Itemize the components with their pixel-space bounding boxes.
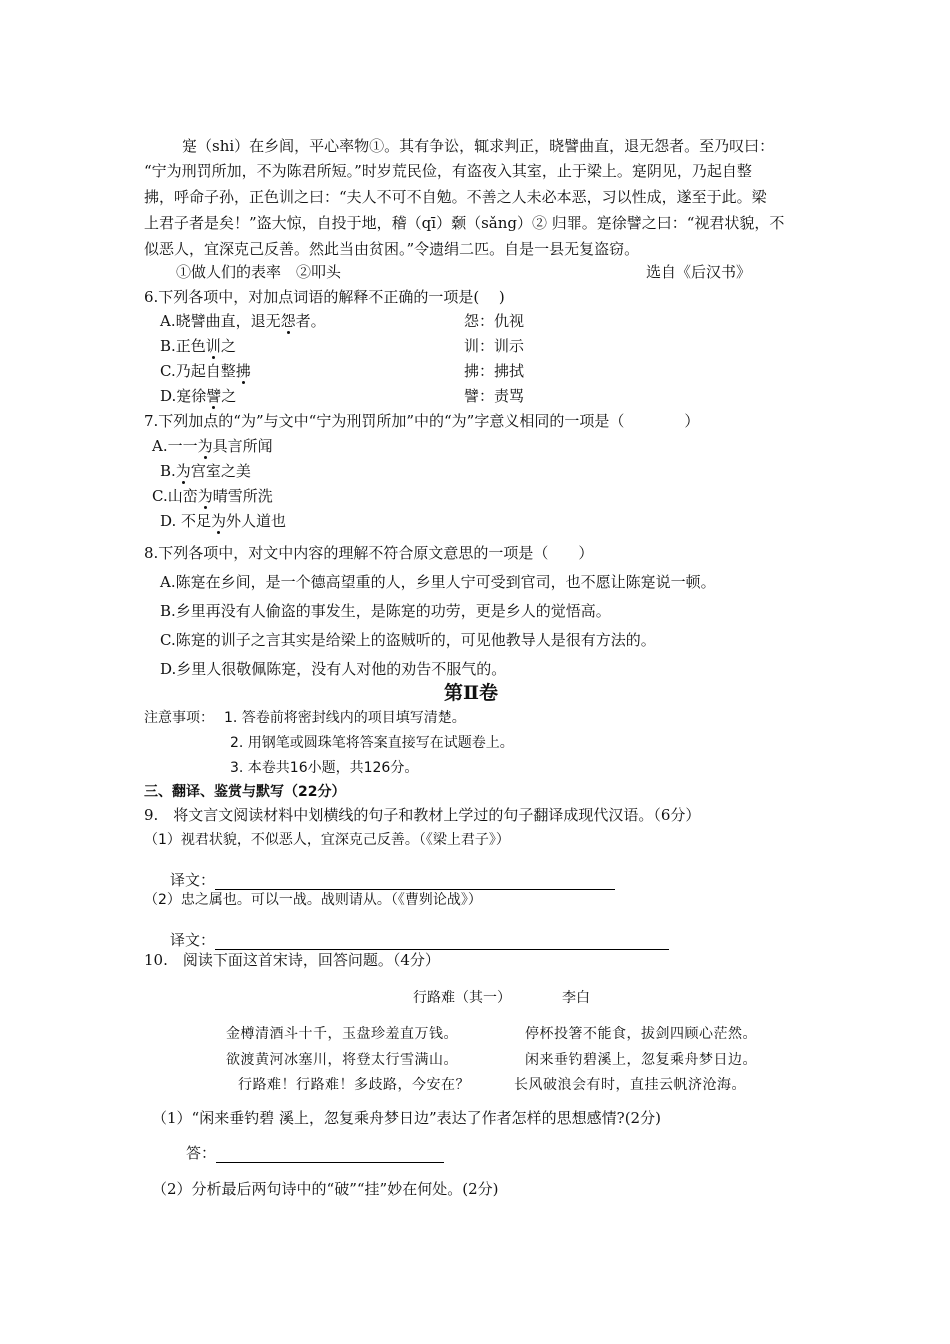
q10-answer: 答： (186, 1143, 444, 1163)
q9-answer-1: 译文： (170, 870, 615, 890)
q6-option-c: C.乃起自整拂 (160, 362, 251, 380)
poem-line-3-right: 长风破浪会有时，直挂云帆济沧海。 (514, 1077, 746, 1093)
poem-line-2-left: 欲渡黄河冰塞川，将登太行雪满山。 (226, 1052, 458, 1068)
passage-line-3: 拂，呼命子孙，正色训之曰：“夫人不可不自勉。不善之人未必本恶，习以性成，遂至于此。梁 (144, 188, 767, 206)
emphasis-dot: 为 (175, 462, 191, 480)
q6-answer-c: 拂：拂拭 (464, 362, 525, 380)
answer-blank-line[interactable] (215, 874, 615, 890)
q9-sentence-1: （1）视君状貌，不似恶人，宜深克己反善。（《梁上君子》） (144, 832, 510, 848)
emphasis-dot: 拂 (235, 362, 251, 380)
passage-line-2: “宁为刑罚所加，不为陈君所短。”时岁荒民俭，有盗夜入其室，止于梁上。寔阴见，乃起自整 (144, 162, 752, 180)
q7-option-a: A.一一为具言所闻 (152, 437, 273, 455)
q7-stem: 7.下列加点的“为”与文中“宁为刑罚所加”中的“为”字意义相同的一项是（ ） (144, 412, 700, 430)
q6-option-d: D.寔徐譬之 (160, 387, 237, 405)
emphasis-dot: 为 (197, 437, 213, 455)
q8-option-d: D.乡里人很敬佩陈寔，没有人对他的劝告不服气的。 (160, 660, 507, 678)
passage-source: 选自《后汉书》 (646, 263, 752, 281)
q6-option-a: A.晓譬曲直，退无怨者。 (160, 312, 326, 330)
emphasis-dot: 为 (197, 487, 213, 505)
q6-stem: 6.下列各项中，对加点词语的解释不正确的一项是( ) (144, 288, 505, 306)
q9-stem: 9. 将文言文阅读材料中划横线的句子和教材上学过的句子翻译成现代汉语。（6分） (144, 806, 701, 824)
q9-sentence-2: （2）忠之属也。可以一战。战则请从。（《曹刿论战》） (144, 892, 482, 908)
q9-answer-2: 译文： (170, 930, 669, 950)
q6-answer-b: 训：训示 (464, 337, 525, 355)
q6-answer-d: 譬：责骂 (464, 387, 525, 405)
notice-label: 注意事项： (144, 710, 214, 726)
q6-option-b: B.正色训之 (160, 337, 236, 355)
answer-blank-line[interactable] (215, 934, 669, 950)
q8-option-b: B.乡里再没有人偷盗的事发生，是陈寔的功劳，更是乡人的觉悟高。 (160, 602, 611, 620)
poem-line-3-left: 行路难！行路难！多歧路，今安在？ (238, 1077, 470, 1093)
q6-answer-a: 怨：仇视 (464, 312, 525, 330)
passage-line-4: 上君子者是矣！”盗大惊，自投于地，稽（qī）颡（sǎng）② 归罪。寔徐譬之曰：“视君状貌，不 (144, 214, 785, 232)
q8-stem: 8.下列各项中，对文中内容的理解不符合原文意思的一项是（ ） (144, 544, 594, 562)
emphasis-dot: 为 (211, 512, 227, 530)
passage-line-1: 寔（shi）在乡闾，平心率物①。其有争讼，辄求判正，晓譬曲直，退无怨者。至乃叹曰： (182, 137, 775, 155)
q10-sub-2: （2）分析最后两句诗中的“破”“挂”妙在何处。(2分) (152, 1180, 499, 1198)
q10-stem: 10. 阅读下面这首宋诗，回答问题。（4分） (144, 951, 440, 969)
emphasis-dot: 譬 (206, 387, 222, 405)
poem-line-2-right: 闲来垂钓碧溪上，忽复乘舟梦日边。 (525, 1052, 757, 1068)
q7-option-d: D. 不足为外人道也 (160, 512, 287, 530)
q10-sub-1: （1）“闲来垂钓碧 溪上，忽复乘舟梦日边”表达了作者怎样的思想感情?(2分) (152, 1109, 661, 1127)
emphasis-dot: 训 (205, 337, 221, 355)
part-heading: 三、翻译、鉴赏与默写（22分） (144, 784, 346, 800)
notice-1: 1. 答卷前将密封线内的项目填写清楚。 (224, 710, 466, 726)
poem-line-1-left: 金樽清酒斗十千，玉盘珍羞直万钱。 (226, 1026, 458, 1042)
poem-author: 李白 (562, 990, 590, 1006)
emphasis-dot: 怨 (280, 312, 296, 330)
section-title: 第Ⅱ卷 (444, 682, 499, 704)
answer-blank-line[interactable] (216, 1147, 444, 1163)
passage-notes: ①做人们的表率 ②叩头 (176, 263, 342, 281)
q7-option-b: B.为宫室之美 (160, 462, 251, 480)
q8-option-c: C.陈寔的训子之言其实是给梁上的盗贼听的，可见他教导人是很有方法的。 (160, 631, 656, 649)
notice-2: 2. 用钢笔或圆珠笔将答案直接写在试题卷上。 (230, 735, 514, 751)
notice-3: 3. 本卷共16小题，共126分。 (230, 760, 419, 776)
q7-option-c: C.山峦为晴雪所洗 (152, 487, 273, 505)
q8-option-a: A.陈寔在乡间，是一个德高望重的人，乡里人宁可受到官司，也不愿让陈寔说一顿。 (160, 573, 716, 591)
poem-line-1-right: 停杯投箸不能食，拔剑四顾心茫然。 (525, 1026, 757, 1042)
passage-line-5: 似恶人，宜深克己反善。然此当由贫困。”令遗绢二匹。自是一县无复盗窃。 (144, 240, 640, 258)
poem-title: 行路难（其一） (413, 990, 511, 1006)
